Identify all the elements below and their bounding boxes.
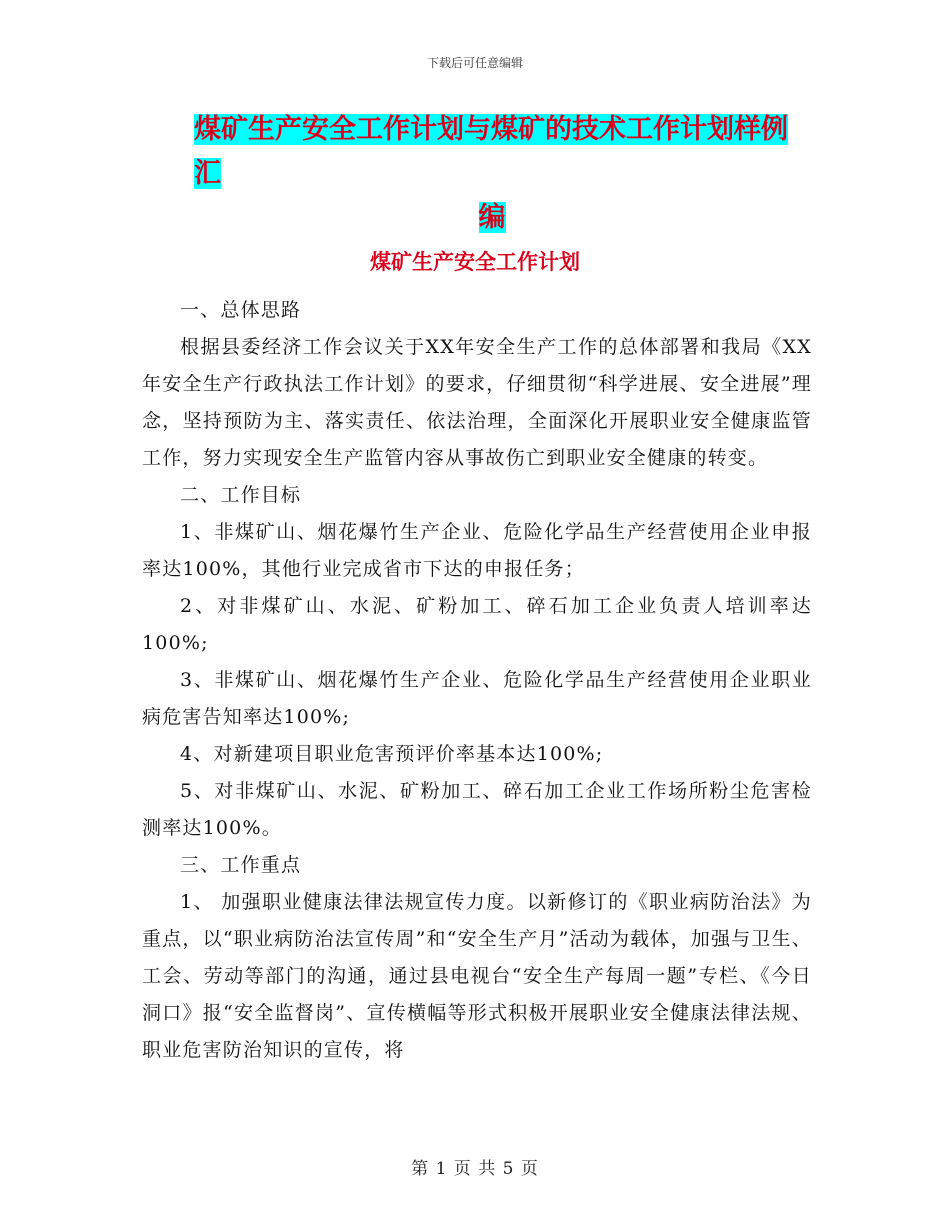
document-title-line2: 编 [478,202,506,233]
document-body [142,292,812,1069]
goal-item-4: 4、对新建项目职业危害预评价率基本达100%; [180,743,604,765]
heading-overall-approach: 一、总体思路 [180,299,302,321]
focus-item-1: 1、 加强职业健康法律法规宣传力度。以新修订的《职业病防治法》为重点，以“职业病防治法宣传周”和“安全生产月”活动为载体，加强与卫生、工会、劳动等部门的沟通，通过县电视台“安全生产每周一题”专栏、《今日洞口》报“安全监督岗”、宣传横幅等形式积极开展职业安全健康法律法规、职业危害防治知识的宣传，将 [142,891,812,1061]
paragraph-overall-approach: 根据县委经济工作会议关于XX年安全生产工作的总体部署和我局《XX年安全生产行政执法工作计划》的要求，仔细贯彻“科学进展、安全进展”理念，坚持预防为主、落实责任、依法治理，全面深化开展职业安全健康监管工作，努力实现安全生产监管内容从事故伤亡到职业安全健康的转变。 [142,336,812,469]
heading-work-goals: 二、工作目标 [180,484,302,506]
section-title: 煤矿生产安全工作计划 [370,250,580,274]
goal-item-1: 1、非煤矿山、烟花爆竹生产企业、危险化学品生产经营使用企业申报率达100%，其他行业完成省市下达的申报任务； [142,521,812,580]
header-note: 下载后可任意编辑 [426,56,523,70]
document-title [190,108,810,240]
goal-item-3: 3、非煤矿山、烟花爆竹生产企业、危险化学品生产经营使用企业职业病危害告知率达100%; [142,669,812,728]
goal-item-2: 2、对非煤矿山、水泥、矿粉加工、碎石加工企业负责人培训率达100%; [142,595,812,654]
goal-item-5: 5、对非煤矿山、水泥、矿粉加工、碎石加工企业工作场所粉尘危害检测率达100%。 [142,780,812,839]
heading-work-focus: 三、工作重点 [180,854,302,876]
document-title-line1: 煤矿生产安全工作计划与煤矿的技术工作计划样例汇 [194,114,788,189]
page-number-footer: 第 1 页 共 5 页 [411,1159,539,1179]
